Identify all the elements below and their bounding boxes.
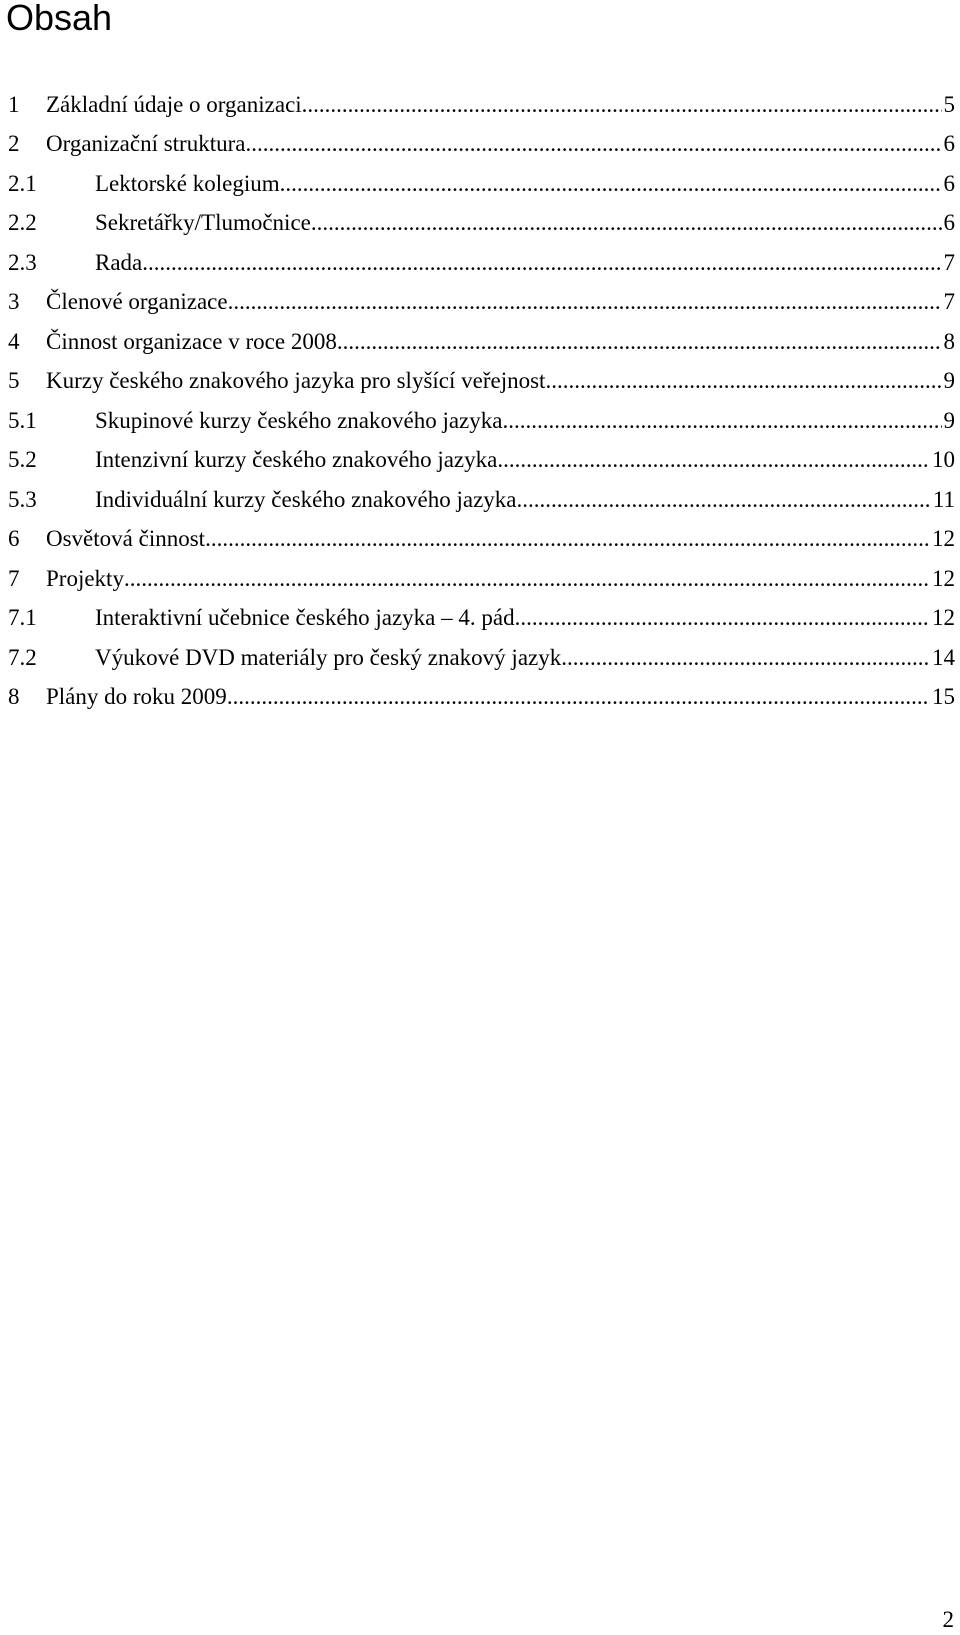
toc-dot-leader xyxy=(124,566,930,592)
toc-dot-leader xyxy=(280,171,942,197)
toc-entry-title: Intenzivní kurzy českého znakového jazyka xyxy=(95,447,498,473)
toc-dot-leader xyxy=(245,131,941,157)
toc-entry-number: 5 xyxy=(8,368,20,394)
toc-dot-leader xyxy=(497,447,930,473)
toc-entry-number: 2.2 xyxy=(8,210,37,236)
toc-entry-title: Členové organizace xyxy=(46,289,228,315)
toc-dot-leader xyxy=(517,487,931,513)
toc-entry-number: 3 xyxy=(8,289,20,315)
page-title: Obsah xyxy=(6,0,113,38)
toc-entry-title: Interaktivní učebnice českého jazyka – 4. pád xyxy=(95,605,515,631)
toc-entry[interactable] xyxy=(8,638,955,678)
toc-entry-number: 1 xyxy=(8,91,20,117)
toc-entry[interactable] xyxy=(8,85,955,125)
toc-dot-leader xyxy=(545,368,941,394)
toc-entry-page: 9 xyxy=(943,368,955,394)
table-of-contents xyxy=(8,85,955,717)
toc-entry-number: 6 xyxy=(8,526,20,552)
toc-entry-page: 9 xyxy=(943,407,955,433)
toc-dot-leader xyxy=(227,684,930,710)
toc-entry-page: 5 xyxy=(943,91,955,117)
toc-entry-title: Rada xyxy=(95,249,143,275)
toc-entry[interactable] xyxy=(8,164,955,204)
toc-entry-number: 5.3 xyxy=(8,486,37,512)
toc-entry-page: 10 xyxy=(932,447,955,473)
toc-entry-title: Sekretářky/Tlumočnice xyxy=(95,210,311,236)
toc-entry-page: 15 xyxy=(932,684,955,710)
toc-entry-page: 12 xyxy=(932,526,955,552)
toc-entry-title: Osvětová činnost xyxy=(46,526,206,552)
toc-entry-title: Činnost organizace v roce 2008 xyxy=(46,328,337,354)
toc-entry-title: Základní údaje o organizaci xyxy=(46,91,302,117)
toc-entry-title: Plány do roku 2009 xyxy=(46,684,227,710)
toc-entry[interactable] xyxy=(8,559,955,599)
toc-entry-title: Organizační struktura xyxy=(46,131,246,157)
toc-dot-leader xyxy=(337,329,942,355)
toc-entry-number: 2.1 xyxy=(8,170,37,196)
toc-entry[interactable] xyxy=(8,401,955,441)
toc-entry-number: 4 xyxy=(8,328,20,354)
toc-entry-title: Lektorské kolegium xyxy=(95,170,280,196)
toc-entry[interactable] xyxy=(8,520,955,560)
toc-entry-number: 2 xyxy=(8,131,20,157)
toc-entry-page: 12 xyxy=(932,605,955,631)
toc-entry-title: Projekty xyxy=(46,565,124,591)
toc-entry[interactable] xyxy=(8,362,955,402)
toc-entry-number: 5.1 xyxy=(8,407,37,433)
toc-entry-number: 7.2 xyxy=(8,644,37,670)
toc-dot-leader xyxy=(561,645,930,671)
toc-entry-page: 6 xyxy=(943,170,955,196)
toc-entry[interactable] xyxy=(8,125,955,165)
toc-entry-page: 6 xyxy=(943,131,955,157)
toc-entry[interactable] xyxy=(8,243,955,283)
toc-entry-page: 6 xyxy=(943,210,955,236)
toc-entry-number: 7 xyxy=(8,565,20,591)
toc-dot-leader xyxy=(515,605,930,631)
toc-entry-title: Individuální kurzy českého znakového jazyka xyxy=(95,486,517,512)
toc-dot-leader xyxy=(228,289,942,315)
toc-entry[interactable] xyxy=(8,678,955,718)
toc-entry-page: 8 xyxy=(943,328,955,354)
toc-dot-leader xyxy=(142,250,941,276)
toc-dot-leader xyxy=(311,210,942,236)
toc-entry[interactable] xyxy=(8,283,955,323)
toc-entry-number: 2.3 xyxy=(8,249,37,275)
toc-dot-leader xyxy=(502,408,941,434)
toc-entry-title: Kurzy českého znakového jazyka pro slyšící veřejnost xyxy=(46,368,546,394)
toc-entry-number: 5.2 xyxy=(8,447,37,473)
toc-entry-page: 14 xyxy=(932,644,955,670)
toc-entry-page: 11 xyxy=(932,486,955,512)
toc-entry-title: Skupinové kurzy českého znakového jazyka xyxy=(95,407,503,433)
toc-entry[interactable] xyxy=(8,480,955,520)
toc-entry-page: 7 xyxy=(943,289,955,315)
page-number: 2 xyxy=(942,1607,954,1632)
toc-entry-number: 7.1 xyxy=(8,605,37,631)
toc-entry[interactable] xyxy=(8,322,955,362)
toc-entry-page: 12 xyxy=(932,565,955,591)
toc-entry[interactable] xyxy=(8,441,955,481)
toc-entry[interactable] xyxy=(8,599,955,639)
toc-entry-page: 7 xyxy=(943,249,955,275)
toc-entry[interactable] xyxy=(8,204,955,244)
toc-entry-number: 8 xyxy=(8,684,20,710)
toc-entry-title: Výukové DVD materiály pro český znakový jazyk xyxy=(95,644,562,670)
toc-dot-leader xyxy=(302,92,942,118)
toc-dot-leader xyxy=(205,526,930,552)
